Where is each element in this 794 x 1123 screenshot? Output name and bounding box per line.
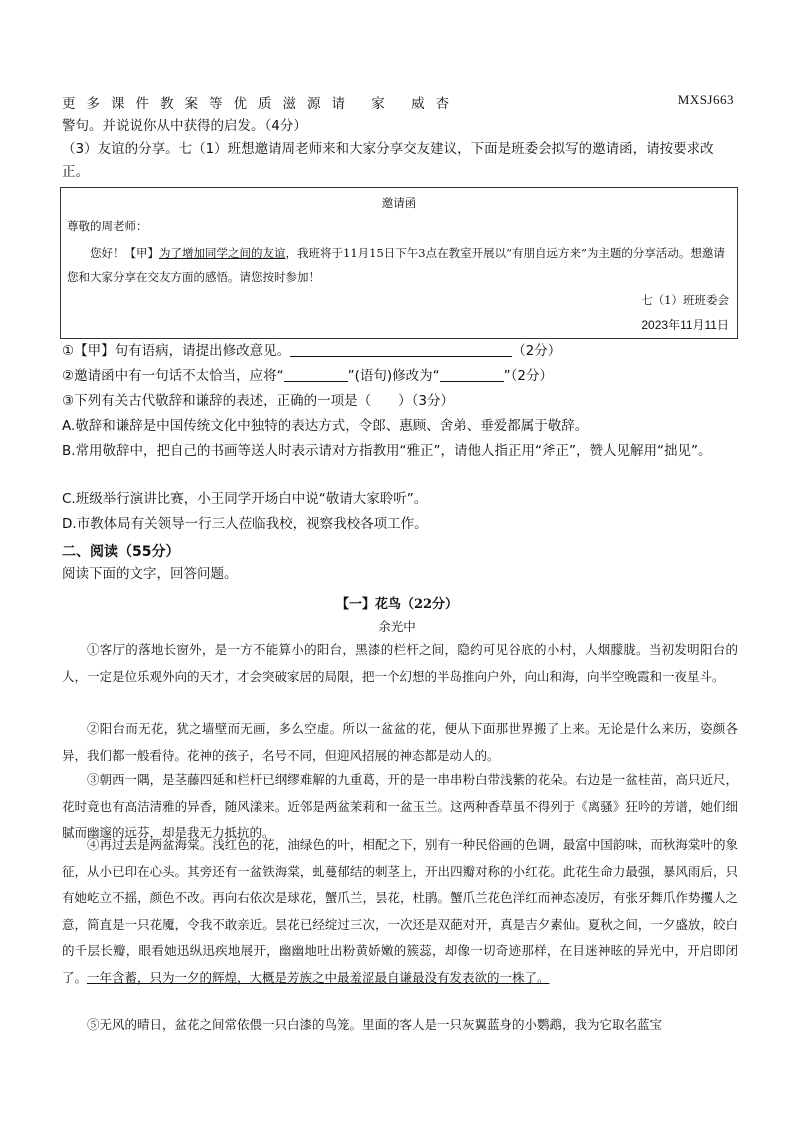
reading-instruction: 阅读下面的文字，回答问题。: [62, 566, 238, 582]
option-a: A.敬辞和谦辞是中国传统文化中独特的表达方式，令郎、惠顾、舍弟、垂爱都属于敬辞。: [62, 418, 589, 434]
option-d: D.市教体局有关领导一行三人莅临我校，视察我校各项工作。: [62, 516, 428, 532]
article-paragraph-2: ②阳台而无花，犹之墙壁而无画，多么空虚。所以一盆盆的花，便从下面那世界搬了上来。无论是什么来历，姿颜各异，我们都一般看待。花神的孩子，名号不同，但迎风招展的神态都是动人的。: [62, 721, 738, 763]
question-2-score: ”（2分）: [503, 368, 553, 384]
question-1-score: （2分）: [512, 343, 562, 359]
article-title: 【一】花鸟（22分）: [335, 597, 459, 612]
header-left-text: 更多课件教案等优质滋源请 家 威杏: [62, 96, 461, 112]
question-3: ③下列有关古代敬辞和谦辞的表述，正确的一项是（ ）（3分）: [62, 393, 454, 409]
article-paragraph-1: ①客厅的落地长窗外，是一方不能算小的阳台，黑漆的栏杆之间，隐约可见谷底的小村，人烟朦胧。当初发明阳台的人，一定是位乐观外向的天才，才会突破家居的局限，把一个幻想的半岛推向户外，向山和海，向半空晚霞和一夜星斗。: [62, 642, 738, 684]
invitation-signature: 七（1）班班委会: [641, 293, 729, 307]
article-paragraph-3: ③朝西一隅，是茎藤四延和栏杆已纲缪难解的九重葛，开的是一串串粉白带浅紫的花朵。右边是一盆桂苗，高只近尺，花时竟也有高洁清雅的异香，随风漾来。近邻是两盆茉莉和一盆玉兰。这两种香草虽不得列于《离骚》狂吟的芳谱，她们细腻而幽邃的远芬，却是我无力抵抗的。: [62, 772, 738, 840]
question-1-text: ①【甲】句有语病，请提出修改意见。: [62, 343, 291, 359]
answer-blank: [284, 367, 348, 382]
page-header: [62, 92, 734, 110]
paragraph-4-text: ④再过去是两盆海棠。浅红色的花，油绿色的叶，相配之下，别有一种民俗画的色调，最富中国韵味，而秋海棠叶的象征，从小已印在心头。其旁还有一盆铁海棠，虬蔓郁结的刺茎上，开出四瓣对称的小红花。此花生命力最强，暴风雨后，只有她屹立不摇，颜色不改。再向右依次是球花，蟹爪兰，昙花，杜鹃。蟹爪兰花色洋红而神态凌厉，有张牙舞爪作势攫人之意，简直是一只花魇，令我不敢亲近。昙花已经绽过三次，一次还是双葩对开，真是吉夕素仙。夏秋之间，一夕盛放，皎白的千层长瓣，眼看她迅纵迅疾地展开，幽幽地吐出粉黄娇嫩的簇蕊，却像一切奇迹那样，在目迷神眩的异光中，开启即闭了。: [62, 837, 738, 985]
invitation-body: [67, 241, 729, 289]
question-3-intro: （3）友谊的分享。七（1）班想邀请周老师来和大家分享交友建议，下面是班委会拟写的邀请函，请按要求改正。: [62, 141, 714, 180]
article-paragraph-5: ⑤无风的晴日，盆花之间常依偎一只白漆的鸟笼。里面的客人是一只灰翼蓝身的小鹦鹉，我为它取名蓝宝: [87, 1017, 663, 1032]
option-c: C.班级举行演讲比赛，小王同学开场白中说“敬请大家聆听”。: [62, 491, 428, 507]
invitation-underlined-sentence: 为了增加同学之间的友谊: [159, 246, 286, 260]
question-1: [62, 340, 738, 363]
invitation-body-start: 您好！【甲】: [90, 246, 159, 260]
answer-blank: [440, 367, 504, 382]
paragraph-4-underlined: 一年含蓄，只为一夕的辉煌，大概是芳族之中最羞涩最自谦最没有发表欲的一株了。: [87, 969, 550, 985]
answer-blank: [290, 342, 512, 357]
invitation-date: 2023年11月11日: [641, 318, 729, 332]
section-heading: 二、阅读（55分）: [62, 544, 180, 560]
invitation-salutation: 尊敬的周老师：: [67, 219, 148, 233]
option-b: B.常用敬辞中，把自己的书画等送人时表示请对方指教用“雅正”，请他人指正用“斧正”，赞人见解用“拙见”。: [62, 443, 712, 459]
header-code: MXSJ663: [677, 92, 734, 107]
question-2-text: ②邀请函中有一句话不太恰当，应将“: [62, 368, 284, 384]
question-line-1: 警句。并说说你从中获得的启发。（4分）: [62, 118, 307, 134]
invitation-letter: [60, 187, 738, 339]
article-author: 余光中: [378, 619, 416, 634]
article-paragraph-4: [62, 832, 738, 991]
invitation-title: 邀请函: [381, 196, 417, 210]
invitation-body-rest: ，我班将于11月15日下午3点在教室开展以“有朋自远方来”为主题的分享活动。想邀请您和大家分享在交友方面的感悟。请您按时参加！: [67, 246, 725, 284]
question-2: [62, 365, 738, 388]
question-2-mid: ”(语句)修改为“: [347, 368, 440, 384]
